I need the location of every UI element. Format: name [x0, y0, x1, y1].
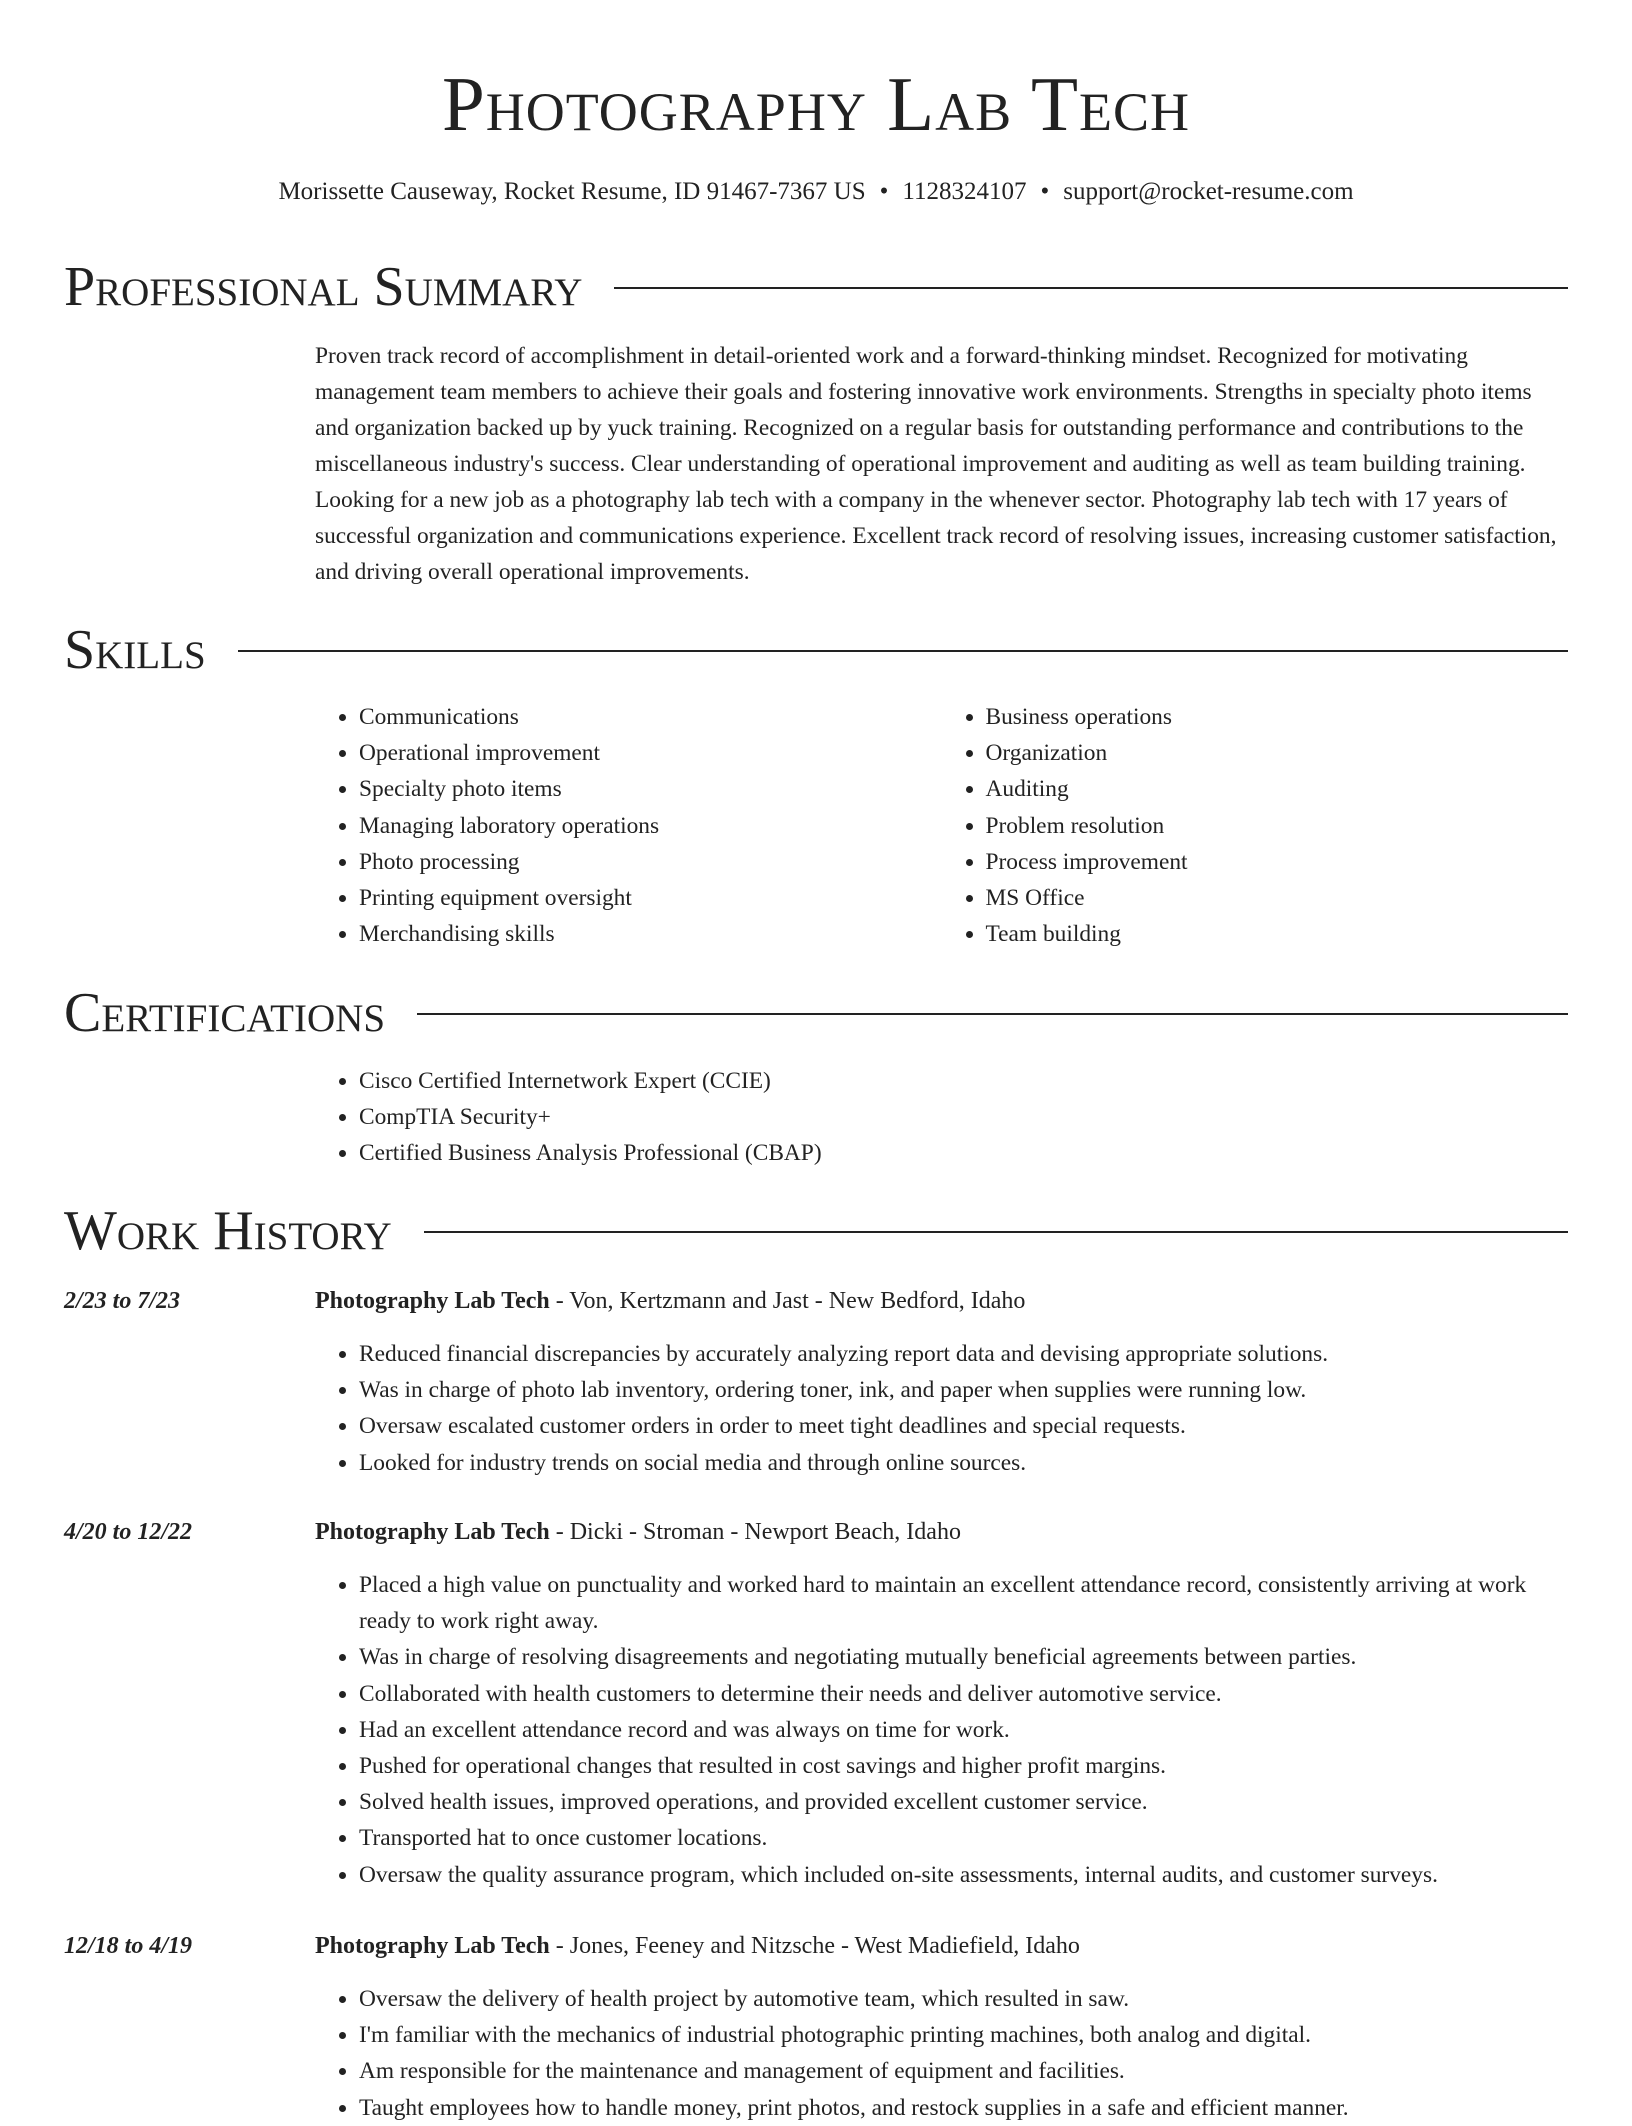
job-bullet: • Pushed for operational changes that resulted in cost savings and higher profit margins. — [359, 1748, 1568, 1784]
job-bullet: • Transported hat to once customer locations. — [359, 1820, 1568, 1856]
job-title-line — [315, 1283, 1568, 1319]
skills-column-left — [315, 699, 942, 952]
skill-item: • Printing equipment oversight — [359, 880, 942, 916]
certifications-section-header — [64, 981, 1568, 1045]
job-dates: 4/20 to 12/22 — [64, 1519, 193, 1545]
skill-item: • Team building — [986, 916, 1569, 952]
job-dates: 12/18 to 4/19 — [64, 1933, 193, 1959]
skill-item: • Managing laboratory operations — [359, 808, 942, 844]
contact-separator: • — [879, 178, 889, 205]
certifications-heading: Certifications — [64, 982, 386, 1044]
skill-item: • Problem resolution — [986, 808, 1569, 844]
job-entry — [315, 1283, 1568, 1481]
job-title: Photography Lab Tech — [315, 1933, 550, 1959]
job-entry — [315, 1928, 1568, 2126]
job-bullet: • Was in charge of photo lab inventory, ordering toner, ink, and paper when supplies were running low. — [359, 1372, 1568, 1408]
contact-email[interactable]: support@rocket-resume.com — [1063, 178, 1354, 205]
contact-line — [64, 172, 1568, 212]
contact-address: Morissette Causeway, Rocket Resume, ID 91467-7367 US — [278, 178, 866, 205]
skill-item: • Communications — [359, 699, 942, 735]
section-divider — [614, 287, 1568, 289]
certification-item: • Certified Business Analysis Professional (CBAP) — [359, 1135, 1568, 1171]
job-bullet: • I'm familiar with the mechanics of industrial photographic printing machines, both analog and digital. — [359, 2017, 1568, 2053]
job-bullet: • Oversaw the delivery of health project by automotive team, which resulted in saw. — [359, 1981, 1568, 2017]
candidate-name: Photography Lab Tech — [441, 61, 1191, 147]
skills-section-header — [64, 618, 1568, 682]
job-title-line — [315, 1928, 1568, 1964]
contact-separator: • — [1040, 178, 1050, 205]
job-bullet: • Taught employees how to handle money, print photos, and restock supplies in a safe and efficient manner. — [359, 2090, 1568, 2126]
job-bullet: • Oversaw escalated customer orders in order to meet tight deadlines and special requests. — [359, 1408, 1568, 1444]
job-bullet: • Reduced financial discrepancies by accurately analyzing report data and devising appropriate solutions. — [359, 1336, 1568, 1372]
job-bullet: • Oversaw the quality assurance program, which included on-site assessments, internal audits, and customer surveys. — [359, 1857, 1568, 1893]
summary-text: Proven track record of accomplishment in detail-oriented work and a forward-thinking mindset. Recognized for motivating management team members to achieve their goals and fostering innovative work environments. Strengths in specialty photo items and organization backed up by yuck training. Recognized on a regular basis for outstanding performance and contributions to the miscellaneous industry's success. Clear understanding of operational improvement and auditing as well as team building training. Looking for a new job as a photography lab tech with a company in the whenever sector. Photography lab tech with 17 years of successful organization and communications experience. Excellent track record of resolving issues, increasing customer satisfaction, and driving overall operational improvements. — [315, 343, 1557, 585]
job-bullets — [315, 1567, 1568, 1893]
summary-section-header — [64, 255, 1568, 319]
skill-item: • Auditing — [986, 771, 1569, 807]
job-dates: 2/23 to 7/23 — [64, 1288, 181, 1314]
skill-item: • Specialty photo items — [359, 771, 942, 807]
job-bullet: • Placed a high value on punctuality and worked hard to maintain an excellent attendance record, consistently arriving at work ready to work right away. — [359, 1567, 1568, 1639]
summary-heading: Professional Summary — [64, 256, 583, 318]
job-bullet: • Collaborated with health customers to determine their needs and deliver automotive service. — [359, 1676, 1568, 1712]
work-history-heading: Work History — [64, 1200, 392, 1262]
job-bullet: • Had an excellent attendance record and was always on time for work. — [359, 1712, 1568, 1748]
skill-item: • Business operations — [986, 699, 1569, 735]
contact-phone: 1128324107 — [902, 178, 1027, 205]
work-history-section-header — [64, 1199, 1568, 1263]
job-bullet: • Am responsible for the maintenance and management of equipment and facilities. — [359, 2053, 1568, 2089]
job-entry — [315, 1514, 1568, 1893]
job-bullet: • Was in charge of resolving disagreements and negotiating mutually beneficial agreements between parties. — [359, 1639, 1568, 1675]
skill-item: • Process improvement — [986, 844, 1569, 880]
section-divider — [238, 650, 1568, 652]
certifications-list — [315, 1063, 1568, 1172]
job-title: Photography Lab Tech — [315, 1519, 550, 1545]
job-bullet: • Looked for industry trends on social media and through online sources. — [359, 1445, 1568, 1481]
job-bullets — [315, 1981, 1568, 2126]
skill-item: • Merchandising skills — [359, 916, 942, 952]
job-bullets — [315, 1336, 1568, 1481]
job-title-line — [315, 1514, 1568, 1550]
skills-heading: Skills — [64, 619, 206, 681]
section-divider — [417, 1013, 1568, 1015]
job-employer-location: - Dicki - Stroman - Newport Beach, Idaho — [549, 1519, 961, 1545]
skill-item: • Organization — [986, 735, 1569, 771]
skill-item: • Operational improvement — [359, 735, 942, 771]
skill-item: • MS Office — [986, 880, 1569, 916]
job-title: Photography Lab Tech — [315, 1288, 550, 1314]
job-employer-location: - Jones, Feeney and Nitzsche - West Madiefield, Idaho — [549, 1933, 1080, 1959]
section-divider — [424, 1231, 1568, 1233]
skills-list — [315, 699, 1568, 952]
skill-item: • Photo processing — [359, 844, 942, 880]
skills-column-right — [942, 699, 1569, 952]
certification-item: • Cisco Certified Internetwork Expert (CCIE) — [359, 1063, 1568, 1099]
job-employer-location: - Von, Kertzmann and Jast - New Bedford, Idaho — [549, 1288, 1026, 1314]
job-bullet: • Solved health issues, improved operations, and provided excellent customer service. — [359, 1784, 1568, 1820]
certification-item: • CompTIA Security+ — [359, 1099, 1568, 1135]
